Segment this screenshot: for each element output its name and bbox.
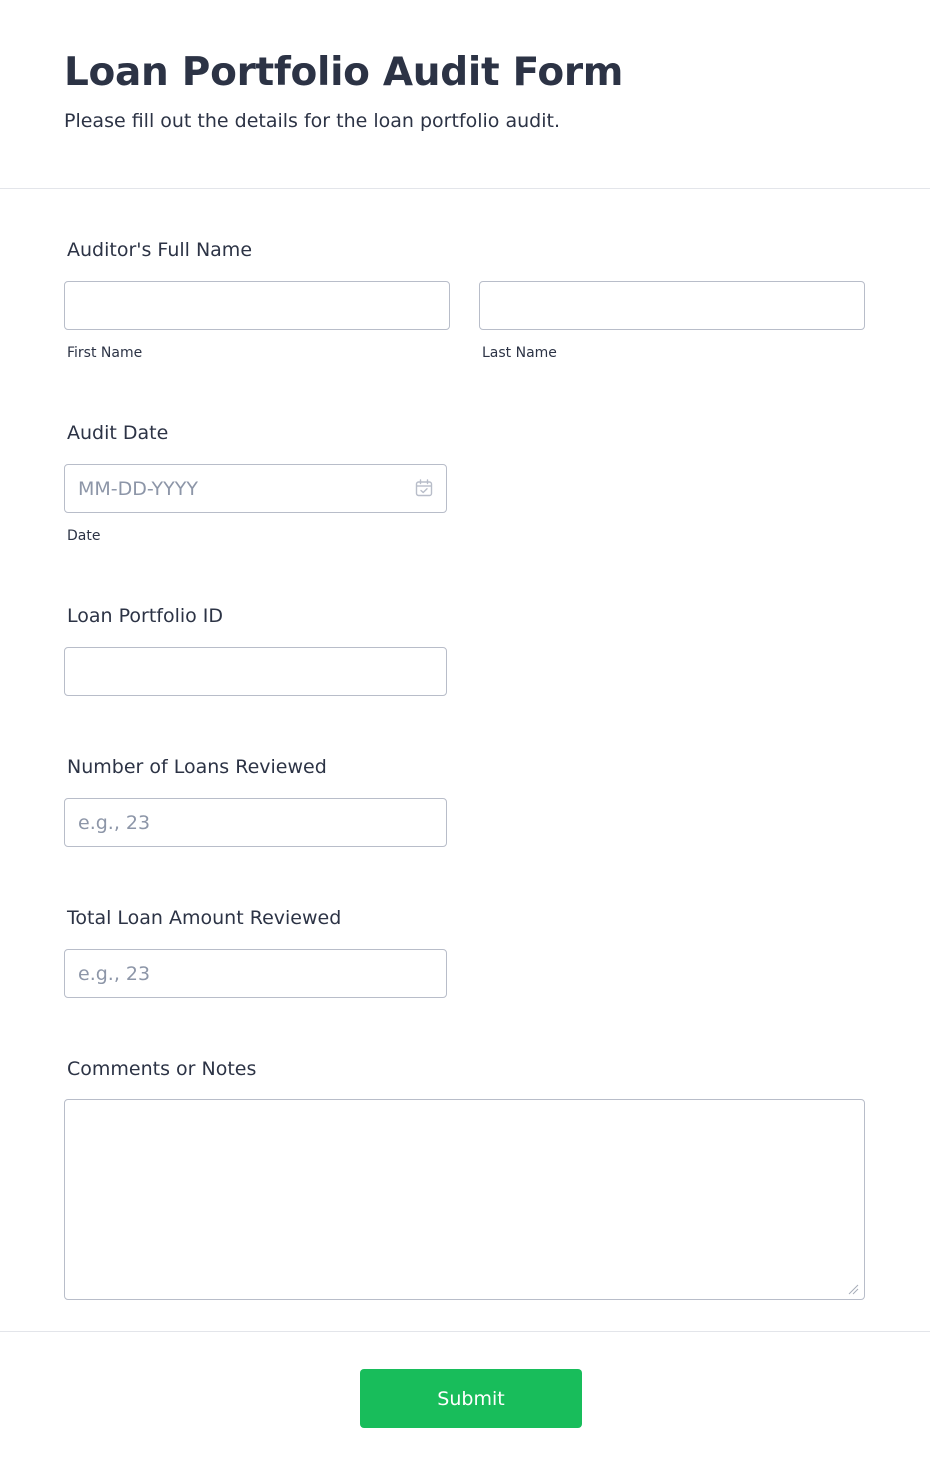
form-title: Loan Portfolio Audit Form: [64, 50, 624, 95]
first-name-sublabel: First Name: [67, 345, 143, 361]
loans-reviewed-label: Number of Loans Reviewed: [67, 756, 327, 778]
date-sublabel: Date: [67, 528, 101, 544]
form-subtitle: Please fill out the details for the loan portfolio audit.: [64, 110, 560, 132]
submit-button[interactable]: Submit: [360, 1369, 582, 1428]
resize-handle-icon[interactable]: [848, 1284, 859, 1295]
total-amount-input[interactable]: [64, 949, 447, 998]
footer-divider: [0, 1331, 930, 1332]
comments-textarea[interactable]: [64, 1099, 865, 1300]
full-name-label: Auditor's Full Name: [67, 239, 253, 261]
loans-reviewed-input[interactable]: [64, 798, 447, 847]
comments-label: Comments or Notes: [67, 1058, 257, 1080]
total-amount-label: Total Loan Amount Reviewed: [67, 907, 342, 929]
calendar-icon[interactable]: [415, 479, 433, 497]
first-name-input[interactable]: [64, 281, 450, 330]
audit-date-field: [64, 464, 447, 513]
form-header: [0, 0, 930, 189]
last-name-sublabel: Last Name: [482, 345, 557, 361]
portfolio-id-input[interactable]: [64, 647, 447, 696]
audit-date-input[interactable]: [64, 464, 447, 513]
portfolio-id-label: Loan Portfolio ID: [67, 605, 224, 627]
audit-date-label: Audit Date: [67, 422, 169, 444]
last-name-input[interactable]: [479, 281, 865, 330]
